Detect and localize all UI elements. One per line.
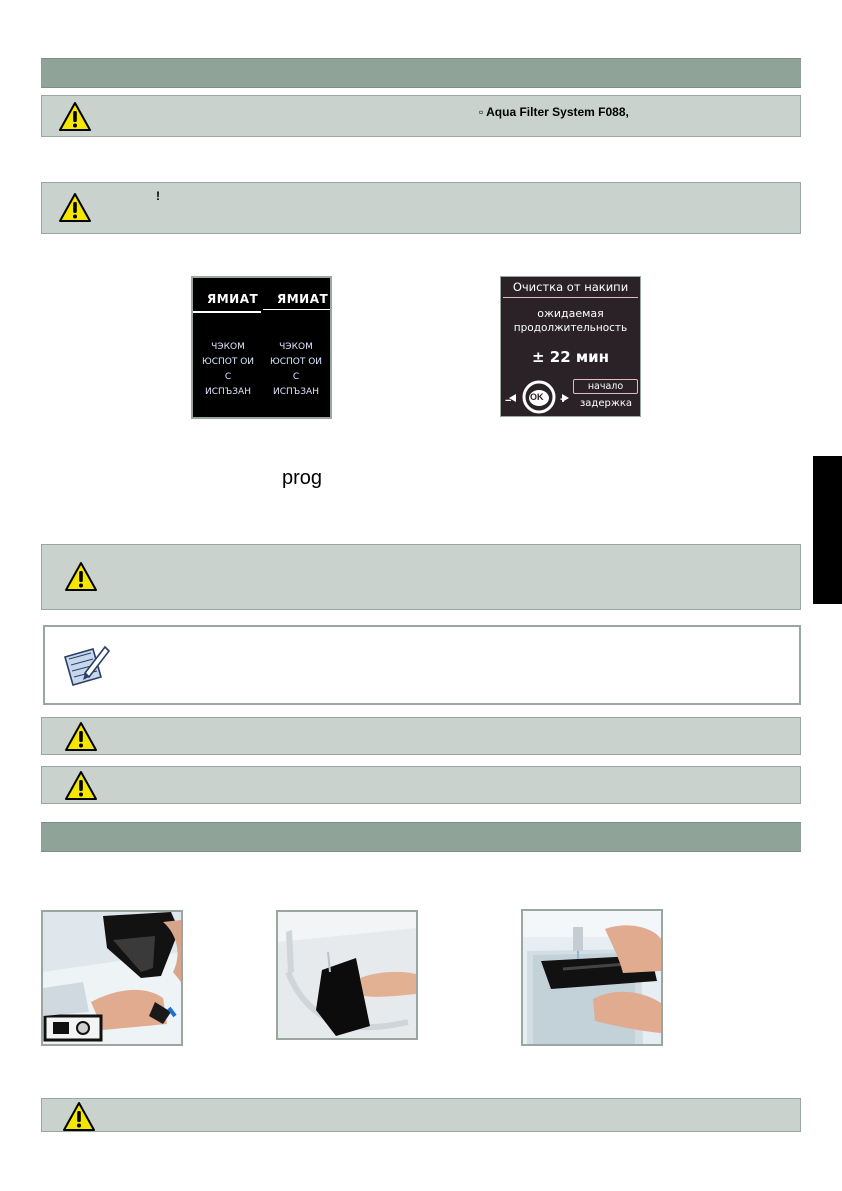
display-line: продолжительность — [513, 322, 628, 334]
warning-icon — [64, 721, 98, 752]
section-header-bar — [41, 822, 801, 852]
warning-icon — [64, 561, 98, 592]
display-line: С — [224, 372, 232, 382]
display-line: С — [292, 372, 300, 382]
machine-display-right — [500, 276, 641, 417]
display-divider — [263, 309, 330, 310]
photo-filter-rinse — [276, 910, 418, 1040]
display-line: ЧЭКОМ — [279, 342, 313, 352]
display-divider — [503, 297, 638, 298]
warning-icon — [58, 101, 92, 132]
display-line: ИСПЪЗАН — [273, 387, 319, 397]
photo-illustration — [523, 911, 661, 1044]
warning-icon — [64, 770, 98, 801]
display-time: ± 22 мин — [531, 348, 610, 366]
warning-box — [41, 766, 801, 804]
plus-label: + — [560, 394, 567, 406]
warning-text: ▫ Aqua Filter System F088, — [479, 105, 629, 119]
display-line: ЮСПОТ ОИ — [201, 357, 255, 367]
warning-icon — [58, 192, 92, 223]
ok-label: OK — [530, 392, 544, 402]
display-line: ЧЭКОМ — [211, 342, 245, 352]
warning-icon — [62, 1101, 96, 1132]
photo-illustration — [278, 912, 416, 1038]
section-header-bar — [41, 58, 801, 88]
display-col-header: ЯМИАТ — [277, 292, 329, 306]
warning-box — [41, 95, 801, 137]
display-line: ИСПЪЗАН — [205, 387, 251, 397]
start-option: начало — [573, 379, 638, 394]
warning-mark: ! — [156, 189, 160, 203]
warning-box — [41, 182, 801, 234]
minus-label: − — [505, 395, 512, 407]
note-pencil-icon — [59, 643, 111, 689]
language-side-tab — [813, 456, 842, 604]
display-divider — [193, 311, 261, 313]
display-line: ЮСПОТ ОИ — [269, 357, 323, 367]
display-col-text — [265, 340, 327, 400]
display-title: Очистка от накипи — [512, 280, 629, 294]
display-line: ожидаемая — [537, 307, 604, 320]
delay-option: задержка — [579, 398, 633, 409]
photo-filter-insertion — [41, 910, 183, 1046]
note-box — [43, 625, 801, 705]
warning-box — [41, 1098, 801, 1132]
machine-display-left — [191, 276, 332, 419]
photo-tank-refit — [521, 909, 663, 1046]
prog-label: prog — [282, 467, 323, 489]
display-col-text — [197, 340, 259, 400]
display-col-header: ЯМИАТ — [207, 292, 259, 306]
photo-illustration — [43, 912, 181, 1044]
warning-box — [41, 717, 801, 755]
warning-box — [41, 544, 801, 610]
